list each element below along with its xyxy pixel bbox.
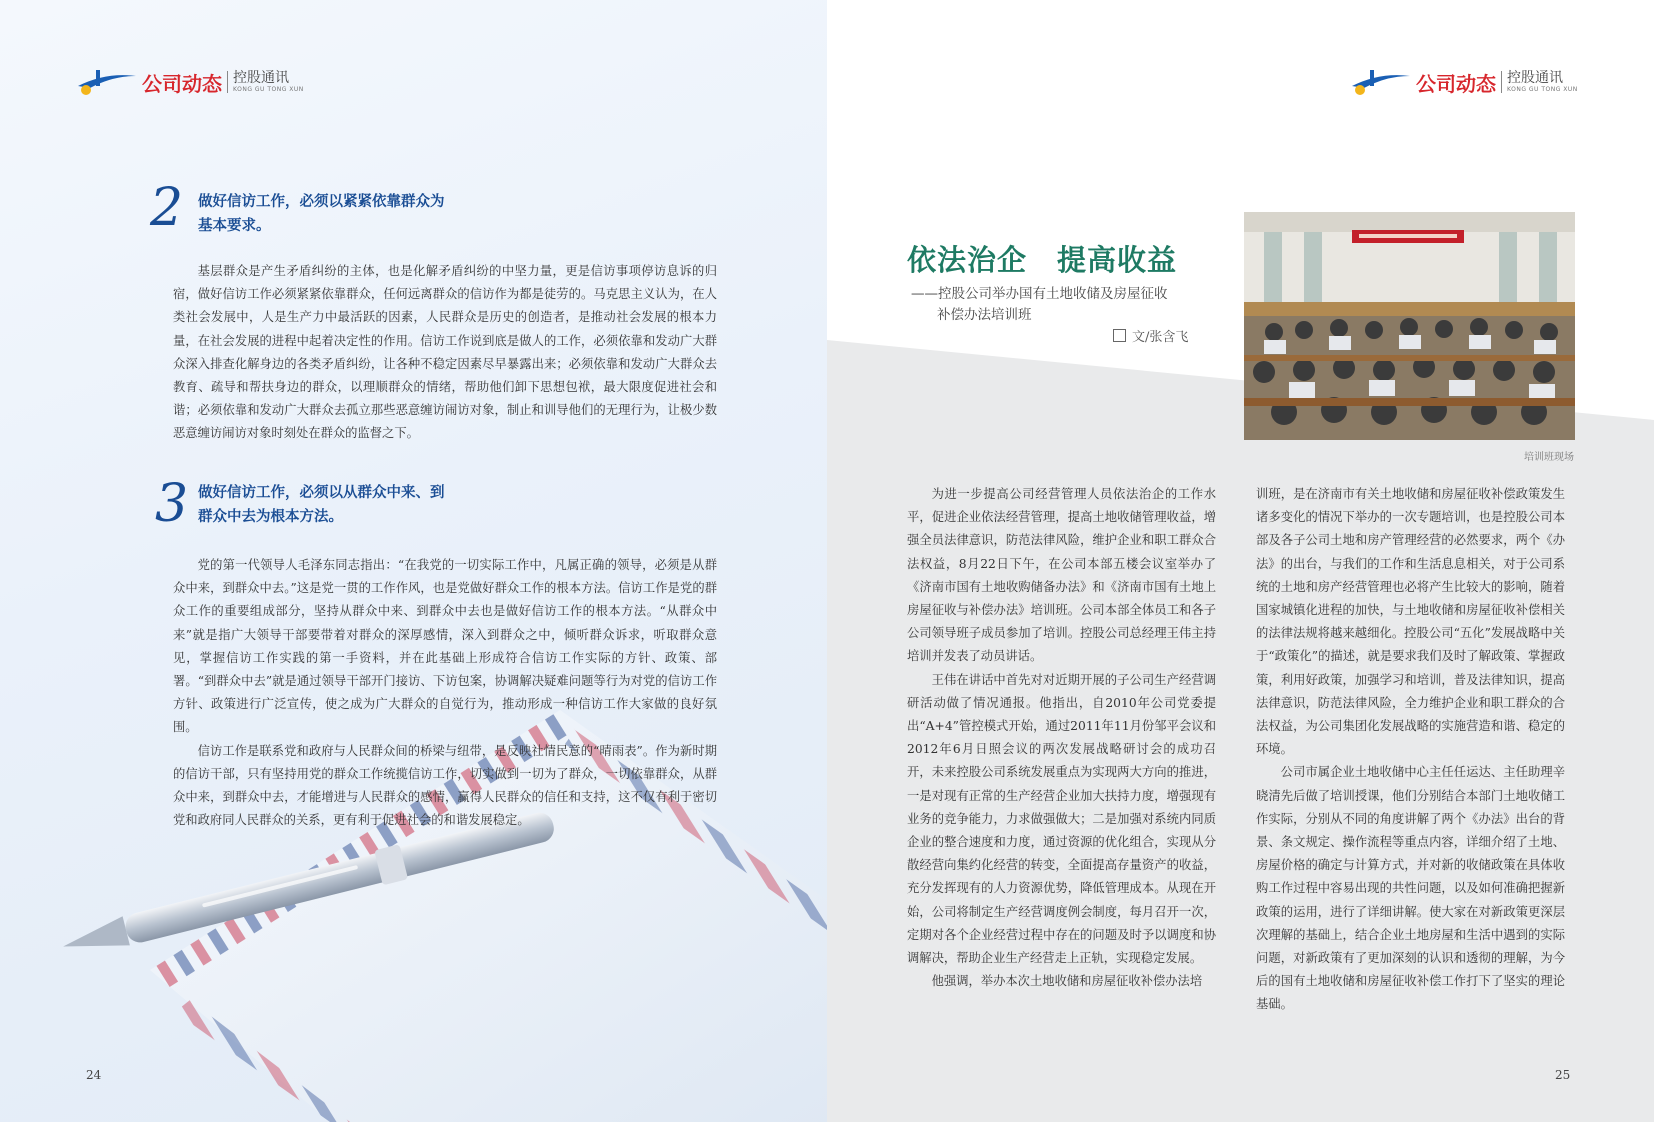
header-subtitle-group xyxy=(233,70,304,94)
column-1-paragraph: 他强调，举办本次土地收储和房屋征收补偿办法培 xyxy=(931,974,1203,989)
column-2-paragraph: 公司市属企业土地收储中心主任任运达、主任助理辛晓清先后做了培训授课，他们分别结合本部门土地收储工作实际，分别从不同的角度讲解了两个《办法》出台的背景、条文规定、操作流程等重点内容，详细介绍了土地、房屋价格的确定与计算方式，并对新的收储政策在具体收购工作过程中容易出现的共性问题，以及如何准确把握新政策的运用，进行了详细讲解。使大家在对新政策更深层次理解的基础上，结合企业土地房屋和生活中遇到的实际问题，对新政策有了更加深刻的认识和透彻的理解，为今后的国有土地收储和房屋征收补偿工作打下了坚实的理论基础。 xyxy=(1256,765,1565,1012)
section-2-body xyxy=(173,260,717,446)
section-2-paragraph: 基层群众是产生矛盾纠纷的主体，也是化解矛盾纠纷的中坚力量，更是信访事项停访息诉的归宿，做好信访工作必须紧紧依靠群众，任何远离群众的信访作为都是徒劳的。马克思主义认为，在人类社会发展中，人是生产力中最活跃的因素，人民群众是历史的创造者，是推动社会发展的根本力量，在社会发展的进程中起着决定性的作用。信访工作说到底是做人的工作，必须依靠和发动广大群众深入排查化解身边的各类矛盾纠纷，让各种不稳定因素尽早暴露出来；必须依靠和发动广大群众去教育、疏导和帮扶身边的群众，以理顺群众的情绪，帮助他们卸下思想包袱，最大限度促进社会和谐；必须依靠和发动广大群众去孤立那些恶意缠访闹访对象，制止和训导他们的无理行为，让极少数恶意缠访闹访对象时刻处在群众的监督之下。 xyxy=(173,264,717,441)
header-subtitle-en: KONG GU TONG XUN xyxy=(233,86,304,93)
header-subtitle-group xyxy=(1507,70,1578,94)
column-1-paragraph: 王伟在讲话中首先对对近期开展的子公司生产经营调研活动做了情况通报。他指出，自2010年公司党委提出“A+4”管控模式开始，通过2011年11月份邹平会议和2012年6月日照会议的两次发展战略研讨会的成功召开，未来控股公司系统发展重点为实现两大方向的推进，一是对现有正常的生产经营企业加大扶持力度，增强现有业务的竞争能力，力求做强做大；二是加强对系统内同质企业的整合速度和力度，通过资源的优化组合，实现从分散经营向集约化经营的转变，全面提高存量资产的收益，充分发挥现有的人力资源优势，降低管理成本。从现在开始，公司将制定生产经营调度例会制度，每月召开一次，定期对各个企业经营过程中存在的问题及时予以调度和协调解决，帮助企业生产经营走上正轨，实现稳定发展。 xyxy=(907,672,1216,966)
company-logo xyxy=(1350,66,1412,98)
header-subtitle: 控股通讯 xyxy=(233,70,289,86)
header-subtitle-en: KONG GU TONG XUN xyxy=(1507,86,1578,93)
article-author xyxy=(1113,326,1188,345)
section-3-title-line2: 群众中去为根本方法。 xyxy=(198,509,343,525)
section-2-title-line1: 做好信访工作，必须以紧紧依靠群众为 xyxy=(198,194,445,210)
header-divider xyxy=(227,71,228,93)
section-3-paragraph: 信访工作是联系党和政府与人民群众间的桥梁与纽带，是反映社情民意的“晴雨表”。作为新时期的信访干部，只有坚持用党的群众工作统揽信访工作，切实做到一切为了群众，一切依靠群众，从群众中来，到群众中去，才能增进与人民群众的感情，赢得人民群众的信任和支持，这不仅有利于密切党和政府同人民群众的关系，更有利于促进社会的和谐发展稳定。 xyxy=(173,743,717,828)
header-title: 公司动态 xyxy=(142,71,222,96)
section-2-title-line2: 基本要求。 xyxy=(198,218,271,234)
training-photo xyxy=(1244,212,1575,440)
section-3-title-line1: 做好信访工作，必须以从群众中来、到 xyxy=(198,485,445,501)
column-1-paragraph: 为进一步提高公司经营管理人员依法治企的工作水平，促进企业依法经营管理，提高土地收储管理收益，增强全员法律意识，防范法律风险，维护企业和职工群众合法权益，8月22日下午，在公司本部五楼会议室举办了《济南市国有土地收购储备办法》和《济南市国有土地上房屋征收与补偿办法》培训班。公司本部全体员工和各子公司领导班子成员参加了培训。控股公司总经理王伟主持培训并发表了动员讲话。 xyxy=(907,487,1216,664)
article-column-2 xyxy=(1256,483,1565,1017)
article-subtitle-line1: ——控股公司举办国有土地收储及房屋征收 xyxy=(911,286,1168,302)
left-header xyxy=(76,64,304,100)
section-2-number: 2 xyxy=(150,178,184,238)
article-subtitle-line2: 补偿办法培训班 xyxy=(937,307,1032,323)
author-name: 文/张含飞 xyxy=(1132,330,1189,345)
header-title: 公司动态 xyxy=(1416,71,1496,96)
header-divider xyxy=(1501,71,1502,93)
article-column-1 xyxy=(907,483,1216,993)
company-logo xyxy=(76,66,138,98)
photo-caption: 培训班现场 xyxy=(1524,452,1574,463)
article-title: 依法治企 提高收益 xyxy=(907,243,1178,277)
left-page-number: 24 xyxy=(86,1068,102,1082)
section-3-paragraph: 党的第一代领导人毛泽东同志指出：“在我党的一切实际工作中，凡属正确的领导，必须是从群众中来，到群众中去。”这是党一贯的工作作风，也是党做好群众工作的根本方法。信访工作是党的群众工作的重要组成部分，坚持从群众中来、到群众中去也是做好信访工作的根本方法。“从群众中来”就是指广大领导干部要带着对群众的深厚感情，深入到群众之中，倾听群众诉求，听取群众意见，掌握信访工作实践的第一手资料，并在此基础上形成符合信访工作实际的方针、政策、部署。“到群众中去”就是通过领导干部开门接访、下访包案，协调解决疑难问题等行为对党的信访工作方针、政策进行广泛宣传，使之成为广大群众的自觉行为，推动形成一种信访工作大家做的良好氛围。 xyxy=(173,558,717,735)
section-3-body xyxy=(173,554,717,832)
right-header xyxy=(1350,64,1578,100)
article-subtitle xyxy=(911,284,1168,326)
right-page xyxy=(827,0,1654,1122)
section-3-title xyxy=(198,481,445,529)
section-2-title xyxy=(198,190,445,238)
author-box-icon xyxy=(1113,329,1126,342)
right-page-number: 25 xyxy=(1555,1068,1571,1082)
section-3-number: 3 xyxy=(155,474,189,534)
column-2-paragraph: 训班，是在济南市有关土地收储和房屋征收补偿政策发生诸多变化的情况下举办的一次专题培训，也是控股公司本部及各子公司土地和房产管理经营的必然要求，两个《办法》的出台，与我们的工作和生活息息相关，对于公司系统的土地和房产经营管理也必将产生比较大的影响，随着国家城镇化进程的加快，与土地收储和房屋征收补偿相关的法律法规将越来越细化。控股公司“五化”发展战略中关于“政策化”的描述，就是要求我们及时了解政策、掌握政策，利用好政策，加强学习和培训，普及法律知识，提高法律意识，防范法律风险，全力维护企业和职工群众的合法权益，为公司集团化发展战略的实施营造和谐、稳定的环境。 xyxy=(1256,487,1565,757)
header-subtitle: 控股通讯 xyxy=(1507,70,1563,86)
